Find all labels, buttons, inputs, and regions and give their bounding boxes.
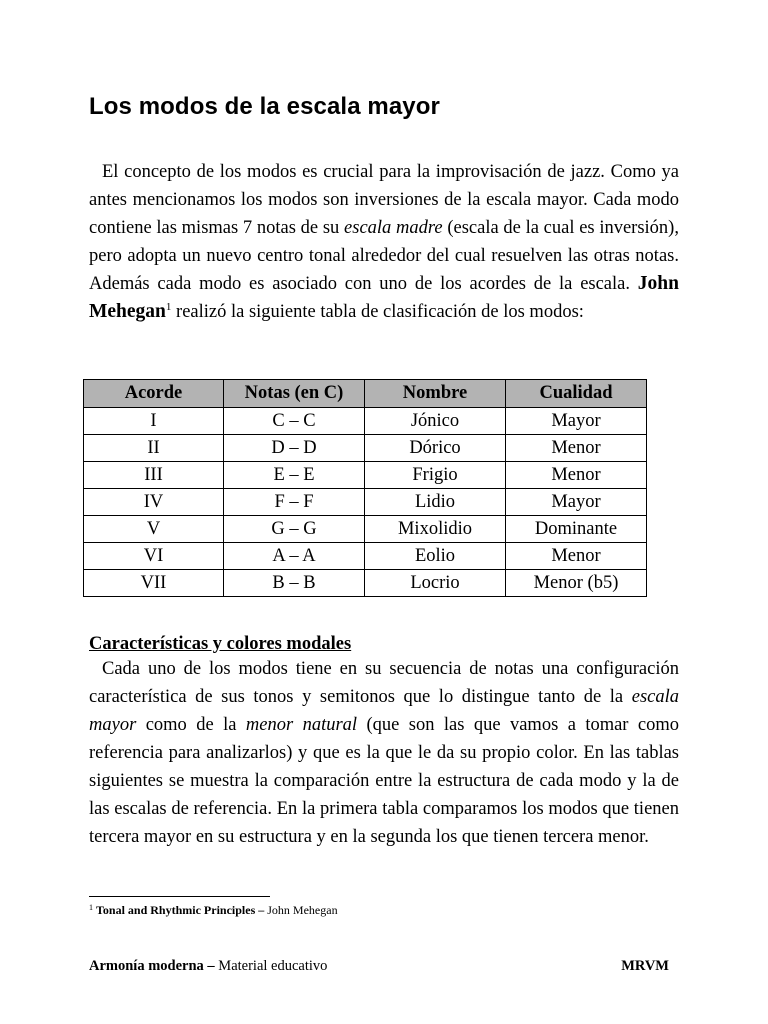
intro-italic-escala-madre: escala madre [344, 218, 443, 238]
cell-notas: F – F [224, 489, 365, 516]
header-cualidad: Cualidad [506, 380, 647, 408]
table-row [84, 543, 647, 570]
intro-paragraph [89, 158, 679, 326]
cell-acorde: IV [84, 489, 224, 516]
cell-acorde: VII [84, 570, 224, 597]
intro-text-b: (escala de la cual es inversión), pero adopta un nuevo centro tonal alrededor del cual resuelven las otras notas. Además cada modo es asociado con uno de los acordes de la escala. [89, 218, 679, 294]
cell-cualidad: Menor [506, 462, 647, 489]
section-text-a: Cada uno de los modos tiene en su secuencia de notas una configuración característica de sus tonos y semitonos que lo distingue tanto de la [89, 659, 679, 707]
cell-nombre: Frigio [365, 462, 506, 489]
cell-notas: C – C [224, 408, 365, 435]
cell-cualidad: Mayor [506, 489, 647, 516]
cell-cualidad: Menor [506, 435, 647, 462]
cell-nombre: Dórico [365, 435, 506, 462]
cell-nombre: Jónico [365, 408, 506, 435]
cell-cualidad: Mayor [506, 408, 647, 435]
author-name: John Mehegan [89, 273, 679, 322]
cell-acorde: V [84, 516, 224, 543]
cell-acorde: I [84, 408, 224, 435]
intro-text-c: realizó la siguiente tabla de clasificación de los modos: [171, 302, 584, 322]
footnote-number: 1 [89, 903, 93, 912]
table-row [84, 408, 647, 435]
cell-nombre: Mixolidio [365, 516, 506, 543]
table-row [84, 489, 647, 516]
section-italic-escala-mayor: escala mayor [89, 687, 679, 735]
cell-cualidad: Dominante [506, 516, 647, 543]
cell-nombre: Locrio [365, 570, 506, 597]
footer-course-title: Armonía moderna – [89, 958, 215, 974]
cell-cualidad: Menor [506, 543, 647, 570]
table-header-row [84, 380, 647, 408]
modes-table [83, 379, 647, 597]
header-nombre: Nombre [365, 380, 506, 408]
page-footer-right: MRVM [621, 958, 669, 974]
footnote-divider [89, 896, 270, 897]
cell-notas: E – E [224, 462, 365, 489]
page-title: Los modos de la escala mayor [89, 93, 440, 120]
cell-notas: A – A [224, 543, 365, 570]
cell-nombre: Eolio [365, 543, 506, 570]
table-row [84, 570, 647, 597]
cell-acorde: II [84, 435, 224, 462]
footer-course-subtitle: Material educativo [214, 958, 328, 974]
cell-notas: B – B [224, 570, 365, 597]
section-text-b: como de la [136, 715, 246, 735]
section-heading: Características y colores modales [89, 634, 352, 654]
intro-text-a: El concepto de los modos es crucial para la improvisación de jazz. Como ya antes mencionamos los modos son inversiones de la escala mayor. Cada modo contiene las mismas 7 notas de su [89, 162, 679, 238]
cell-notas: D – D [224, 435, 365, 462]
footnote [89, 902, 338, 918]
header-acorde: Acorde [84, 380, 224, 408]
section-italic-menor-natural: menor natural [245, 715, 358, 735]
page-footer-left [89, 958, 327, 975]
footnote-author: John Mehegan [264, 903, 338, 917]
cell-cualidad: Menor (b5) [506, 570, 647, 597]
table-row [84, 516, 647, 543]
cell-acorde: III [84, 462, 224, 489]
footnote-reference[interactable]: 1 [165, 301, 172, 313]
cell-nombre: Lidio [365, 489, 506, 516]
section-paragraph [89, 655, 679, 851]
cell-notas: G – G [224, 516, 365, 543]
table-row [84, 435, 647, 462]
footnote-work-title: Tonal and Rhythmic Principles – [96, 903, 265, 917]
table-row [84, 462, 647, 489]
header-notas: Notas (en C) [224, 380, 365, 408]
cell-acorde: VI [84, 543, 224, 570]
section-text-c: (que son las que vamos a tomar como referencia para analizarlos) y que es la que le da su propio color. En las tablas siguientes se muestra la comparación entre la estructura de cada modo y la de las escalas de referencia. En la primera tabla comparamos los modos que tienen tercera mayor en su estructura y en la segunda los que tienen tercera menor. [89, 715, 679, 847]
